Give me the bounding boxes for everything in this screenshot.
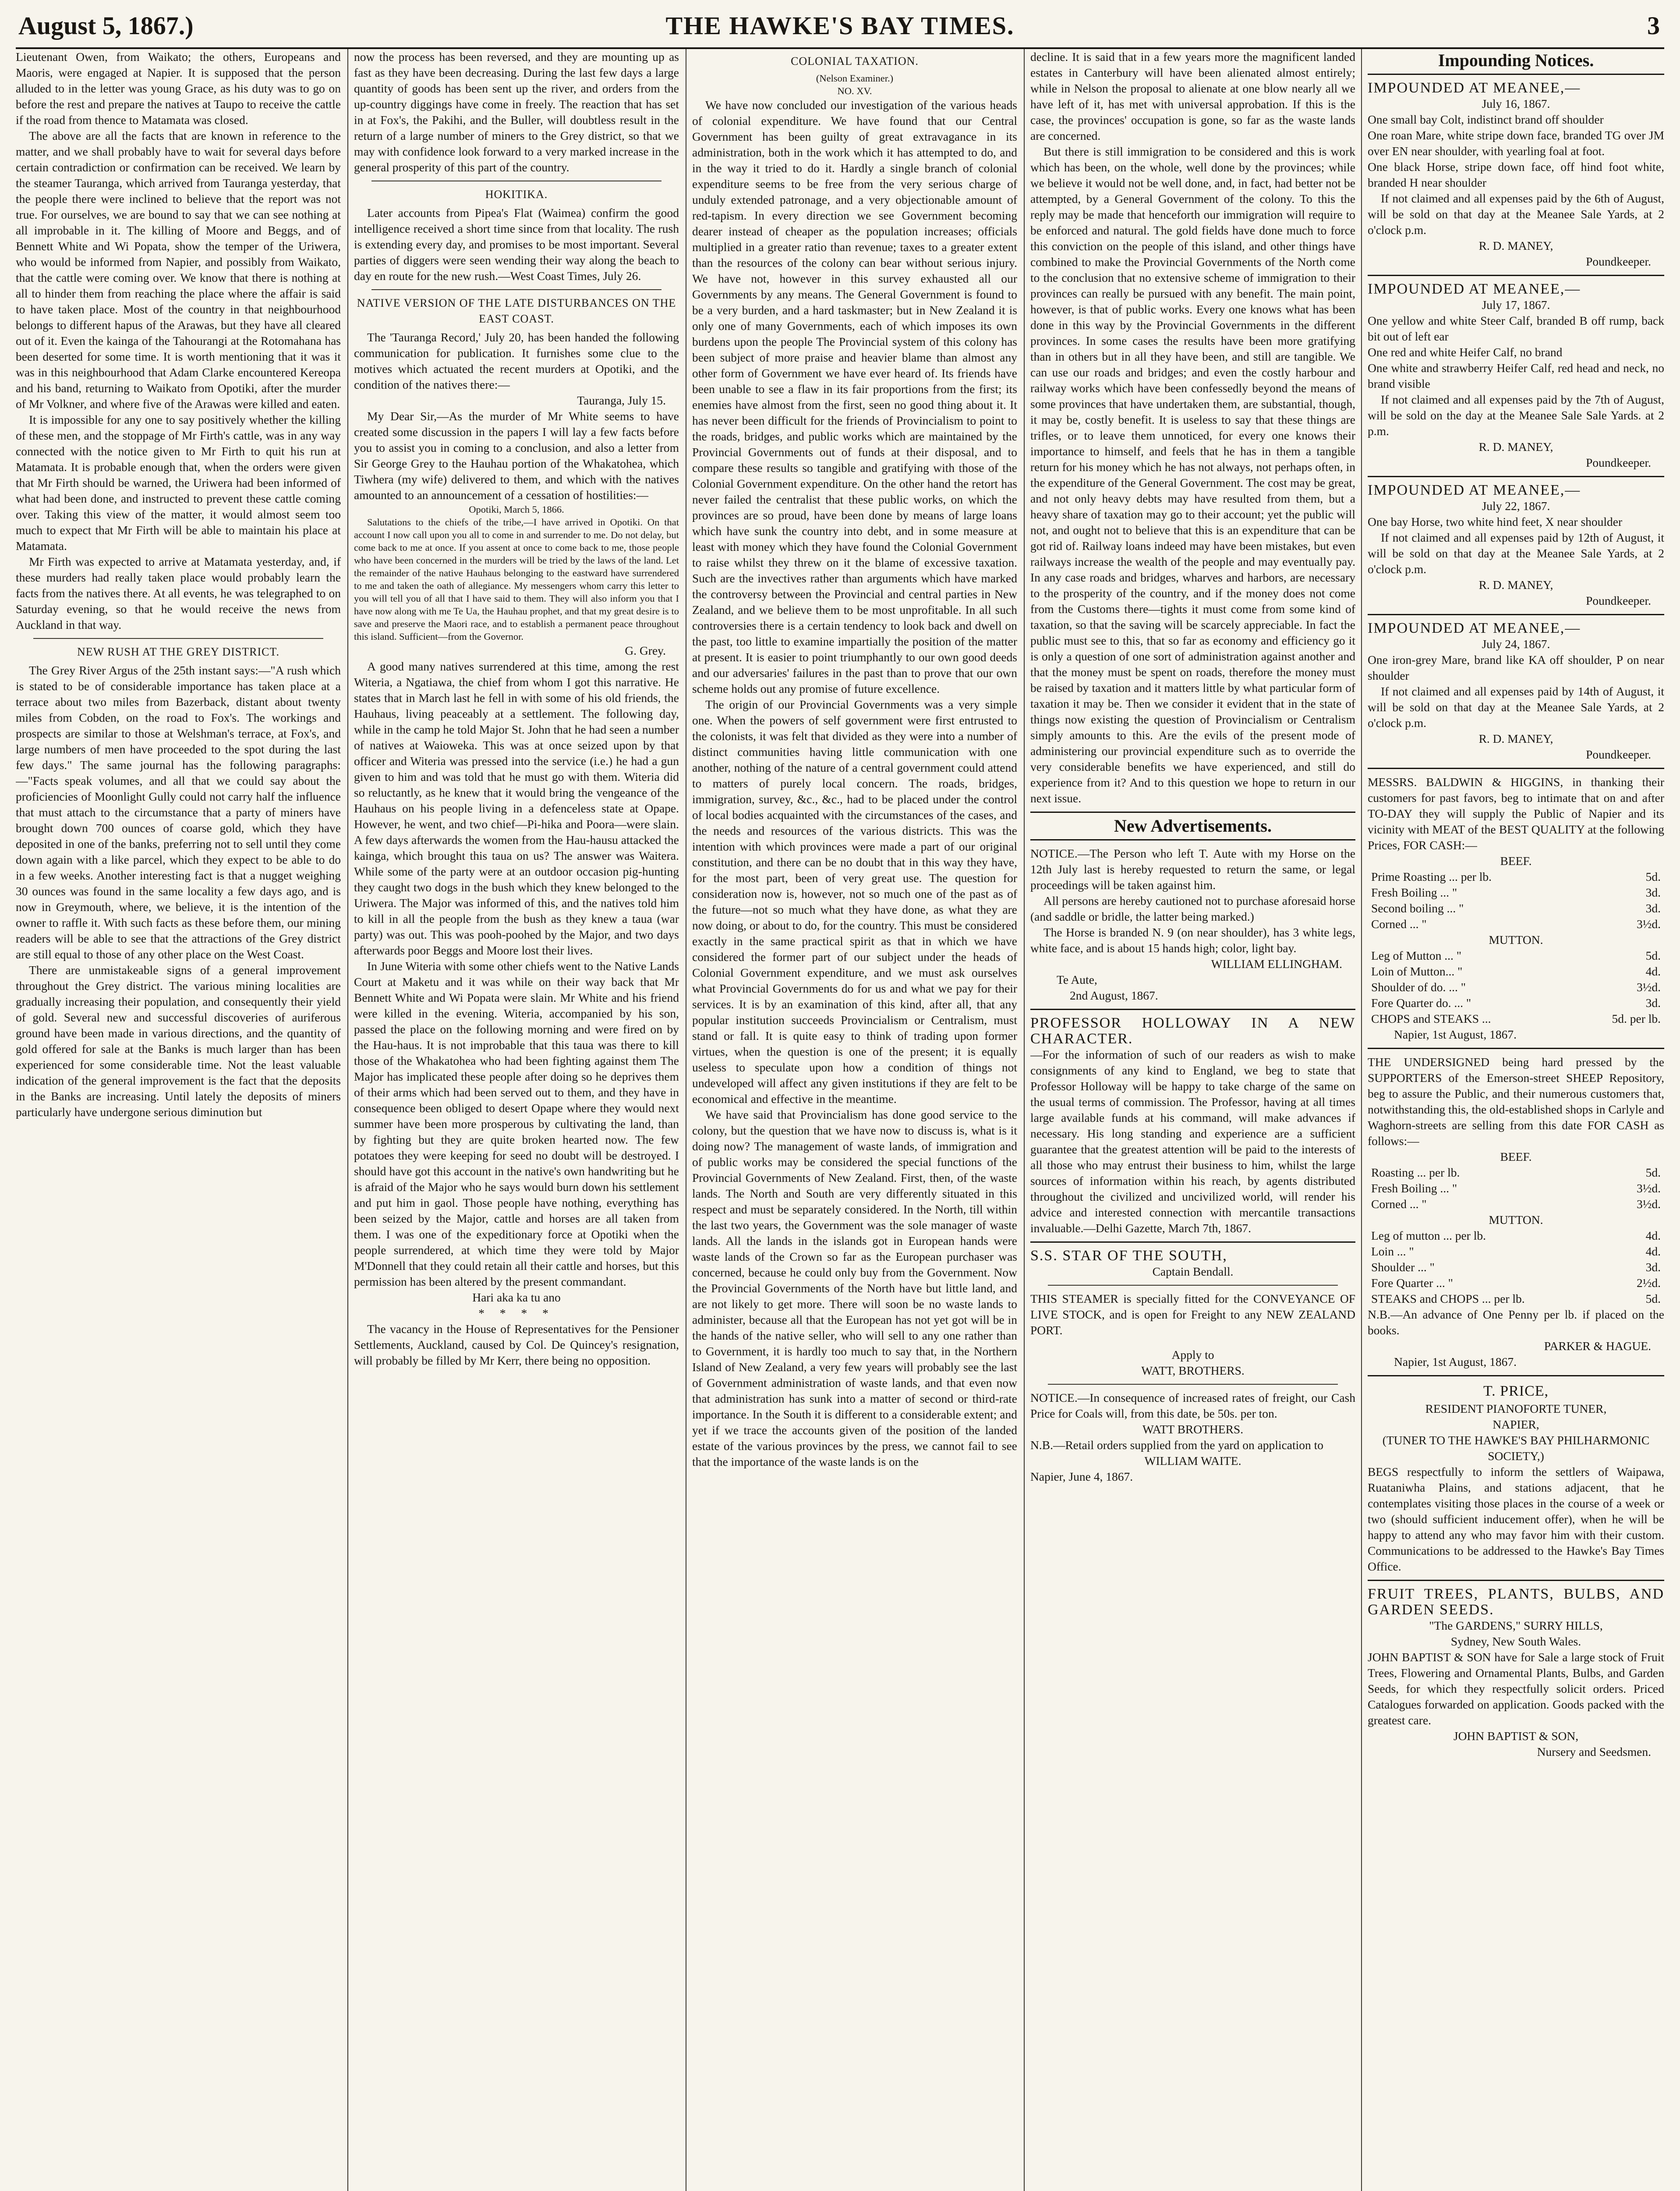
- letter-place: Tauranga, July 15.: [577, 394, 666, 407]
- impound-item: One bay Horse, two white hind feet, X near shoulder: [1368, 515, 1623, 528]
- divider: [1368, 614, 1664, 615]
- apply-to: Apply to: [1171, 1348, 1214, 1361]
- price-value: 2½d.: [1637, 1276, 1661, 1290]
- notice-text: All persons are hereby cautioned not to purchase aforesaid horse (and saddle or bridle, the latter being marked.): [1030, 894, 1355, 923]
- impound-item: One red and white Heifer Calf, no brand: [1368, 345, 1563, 359]
- article-paragraph: Lieutenant Owen, from Waikato; the others, Europeans and Maoris, were engaged at Napier. It is supposed that the person alluded to in the letter was young Grace, as his duty was to go on before the rest and prepare the natives at Taupo to receive the cattle if the road from thence to Matamata was closed.: [16, 50, 341, 127]
- price-value: 4d.: [1645, 964, 1661, 978]
- article-paragraph: We have now concluded our investigation of the various heads of colonial expenditure. We have found that our Central Government has been guilty of great extravagance in its administration, both in the work which it has attempted to do, and in the way it tried to do it. Hardly a single branch of colonial expenditure seems to be free from the very serious charge of unduly extended patronage, and a very objectionable amount of red-tapism. In every direction we see Government becoming dearer instead of cheaper as the population increases; officials multiplied in a greater ratio than revenue; taxes to a greater extent than the resources of the colony can bear without serious injury. We have not, however in this survey exhausted all our Governments by any means. The General Government is found to be a very burden, and a hard taskmaster; but in New Zealand it is only one of many Governments, each of which imposes its own burdens upon the people The Provincial system of this colony has been subject of more praise and heavier blame than almost any other form of Government we have ever heard of. Its friends have been unable to see a flaw in its fair proportions from the first; its enemies have almost from the first, seen no good thing about it. It has never been difficult for the friends of Provincialism to point to the roads, bridges, and public works which are maintained by the Provincial Governments out of funds at their disposal, and to compare these results so tangible and gratifying with those of the Colonial Government expenditure. On the other hand the retort has never failed the centralist that these public works, on which the provinces are so proud, have been done by means of large loans which have sunk the country into debt, and in some measure at least with money which they have found the Colonial Government to raise whilst they threw on it the blame of excessive taxation. Such are the invectives rather than arguments which have marked the controversy between the Provincial and central parties in New Zealand, and we believe them to be most unprofitable. In all such controversies there is a certain tendency to look back and dwell on the past, too little to examine impartially the position of the matter at present. It is easier to point triumphantly to our own good deeds and our adversaries' failures in the past than to prove that our own scheme holds out any promise of future excellence.: [692, 98, 1017, 695]
- article-paragraph: Mr Firth was expected to arrive at Matamata yesterday, and, if these murders had really taken place would probably learn the facts from the natives there. At all events, he was telegraphed to on Saturday evening, so that he would receive the news from Auckland in that way.: [16, 555, 341, 631]
- divider: [1368, 1580, 1664, 1581]
- price-item: Corned ... ": [1371, 1197, 1427, 1211]
- price-value: 3½d.: [1637, 980, 1661, 994]
- impound-title: IMPOUNDED AT MEANEE,—: [1368, 80, 1581, 96]
- poundkeeper-title: Poundkeeper.: [1586, 255, 1651, 268]
- notice-place: Te Aute,: [1057, 973, 1097, 986]
- article-paragraph: The 'Tauranga Record,' July 20, has been handed the following communication for publication. It furnishes some clue to the motives which actuated the recent murders at Opotiki, and the condition of the natives there:—: [354, 330, 679, 391]
- impound-date: July 17, 1867.: [1482, 298, 1550, 312]
- letter-quote: Salutations to the chiefs of the tribe,—I have arrived in Opotiki. On that account I now call upon you all to come in and surrender to me. Do not delay, but come back to me at once. If you assent at once to come back to me, those people who have been concerned in the murders will be tried by the laws of the land. Let the remainder of the native Hauhaus belonging to the eastward have surrendered to me and taken the oath of allegiance. My messengers whom carry this letter to you will tell you of all that I have said to them. They will also inform you that I have now along with me Te Ua, the Hauhau prophet, and that my great desire is to save and preserve the Maori race, and to establish a permanent peace throughout this island. Sufficient—from the Governor.: [354, 517, 679, 642]
- divider: [1368, 275, 1664, 276]
- article-paragraph: Later accounts from Pipea's Flat (Waimea) confirm the good intelligence received a short time since from that locality. The rush is extending every day, and promises to be most important. Several parties of diggers were seen wending their way along the beach to day en route for the new rush.—West Coast Times, July 26.: [354, 206, 679, 283]
- impound-terms: If not claimed and all expenses paid by the 7th of August, will be sold on the day at the Meanee Sale Sale Yards. at 2 p.m.: [1368, 393, 1664, 438]
- price-item: STEAKS and CHOPS ... per lb.: [1371, 1292, 1525, 1305]
- price-item: Fresh Boiling ... ": [1371, 1181, 1457, 1195]
- price-place: NAPIER,: [1493, 1418, 1539, 1431]
- article-heading: NATIVE VERSION OF THE LATE DISTURBANCES ON THE EAST COAST.: [357, 297, 676, 325]
- ship-heading: S.S. STAR OF THE SOUTH,: [1030, 1248, 1227, 1264]
- column-1: [16, 49, 341, 2191]
- article-paragraph: The vacancy in the House of Representatives for the Pensioner Settlements, Auckland, caused by Col. De Quincey's resignation, will probably be filled by Mr Kerr, there being no opposition.: [354, 1322, 679, 1367]
- mutton-price-list: [1368, 948, 1664, 1027]
- price-item: Loin of Mutton... ": [1371, 964, 1463, 978]
- article-heading: COLONIAL TAXATION.: [791, 55, 919, 67]
- price-row: [1368, 1181, 1664, 1196]
- price-row: [1368, 885, 1664, 901]
- price-value: 3d.: [1645, 901, 1661, 915]
- article-paragraph: now the process has been reversed, and they are mounting up as fast as they have been decreasing. During the last few days a large quantity of goods has been sent up the river, and orders from the up-country diggings have come in freely. The reaction that has set in at Fox's, the Pakihi, and the Buller, will doubtless result in the return of a large number of miners to the Grey district, so that we may with confidence look forward to a very marked increase in the general prosperity of this part of the country.: [354, 50, 679, 174]
- poundkeeper-title: Poundkeeper.: [1586, 748, 1651, 761]
- divider: [1030, 812, 1355, 813]
- undersigned-notice: THE UNDERSIGNED being hard pressed by the SUPPORTERS of the Emerson-street SHEEP Repository, beg to assure the Public, and their numerous customers that, notwithstanding this, the old-established shops in Carlyle and Waghorn-streets are selling from this date FOR CASH as follows:—: [1368, 1055, 1664, 1148]
- impound-item: One small bay Colt, indistinct brand off shoulder: [1368, 113, 1604, 126]
- price-item: Roasting ... per lb.: [1371, 1166, 1460, 1179]
- section-stars: * * * *: [478, 1306, 555, 1320]
- price-value: 3½d.: [1637, 917, 1661, 931]
- impound-title: IMPOUNDED AT MEANEE,—: [1368, 281, 1581, 297]
- article-paragraph: A good many natives surrendered at this time, among the rest Witeria, a Ngatiawa, the chief from whom I got this narrative. He states that in March last he fell in with some of his old friends, the Hauhaus, living peaceably at a settlement. The following day, while in the camp he told Major St. John that he had seen a number of natives at Waioweka. This was at once seized upon by that officer and Witeria was pressed into the service (i.e.) he had a gun given to him and was told that he must go with them. Witeria did so reluctantly, as he knew that it would bring the vengeance of the Hauhaus on his people living in a defenceless state at Opape. However, he went, and two chief—Pi-hika and Poora—were slain. A few days afterwards the women from the Hau-hausu attacked the kainga, which brought this taua on us? The answer was Waitera. While some of the party were at an outdoor occasion pig-hunting they caught two dogs in the bush which they knew belonged to the Uriwera. The Major was informed of this, and the natives told him to kill in all the people from the bush as they knew a taua (war party) was out. This was pooh-poohed by the Major, and two days afterwards poor Beggs and Moore lost their lives.: [354, 659, 679, 957]
- article-paragraph: In June Witeria with some other chiefs went to the Native Lands Court at Maketu and it was while on their way back that Mr Bennett White and Wi Popata were slain. Mr White and his friend were killed in the evening. Witeria, accompanied by his son, passed the place on the following morning and were fired on by the Hau-haus. It is not improbable that this taua was there to kill those of the Whakatohea who had been fighting against them The Major has implicated these people after doing so he deprives them of their arms which had been served out to them, and they have in consequence been obliged to desert Opape where they would next summer have been more prosperous by cultivating the land, than by fighting but they are quite broken hearted now. The few potatoes they were keeping for seed no doubt will be destroyed. I should have got this account in the native's own handwriting but he is afraid of the Major who he says would burn down his settlement and put him in gaol. Those people have nothing, everything has been seized by the Major, cattle and horses are all taken from them. I was one of the expeditionary force at Opotiki when the people surrendered, at which time they were told by Major M'Donnell that they could retain all their cattle and horses, but this permission has been altered by the present commandant.: [354, 959, 679, 1288]
- impound-item: One roan Mare, white stripe down face, branded TG over JM over EN near shoulder, with yearling foal at foot.: [1368, 128, 1664, 158]
- column-2: [354, 49, 679, 2191]
- column-5: [1368, 49, 1664, 2191]
- divider: [1368, 768, 1664, 769]
- price-category: BEEF.: [1500, 854, 1532, 868]
- divider: [33, 638, 323, 639]
- price-row: [1368, 901, 1664, 916]
- advance-note: N.B.—An advance of One Penny per lb. if placed on the books.: [1368, 1308, 1664, 1337]
- letter-signature: G. Grey.: [625, 644, 666, 657]
- price-value: 5d.: [1645, 1166, 1661, 1179]
- price-value: 5d.: [1645, 1292, 1661, 1305]
- impound-title: IMPOUNDED AT MEANEE,—: [1368, 482, 1581, 498]
- watt-brothers: WATT, BROTHERS.: [1141, 1364, 1245, 1377]
- poundkeeper-name: R. D. MANEY,: [1478, 578, 1553, 592]
- price-item: Fore Quarter do. ... ": [1371, 996, 1471, 1010]
- price-item: Corned ... ": [1371, 917, 1427, 931]
- article-paragraph: The origin of our Provincial Governments was a very simple one. When the powers of self government were first entrusted to the colonists, it was felt that divided as they were into a number of distinct communities having little communication with one another, nothing of the nature of a central government could attend to matters of purely local concern. The roads, bridges, immigration, survey, &c., &c., had to be placed under the control of local bodies acquainted with the circumstances of the cases, and the needs and resources of the various districts. This was the intention with which provinces were made a part of our original constitution, and there can be no doubt that in this way they have, for the most part, been of very great use. The question for consideration now is, however, not so much one of the past as of the future—not so much what they have done, as what they are now doing, or about to do, for the country. This must be considered exactly in the same practical spirit as that in which we have considered the former part of our subject under the heads of Colonial Government expenditure, and we must ask ourselves what Provincial Governments do for us and what we pay for their services. It is by an examination of this kind, after all, that any popular institution succeeds Provincialism or Centralism, must stand or fall. It is quite easy to think of trading upon former virtues, when the question is one of the present; it is equally useless to speculate upon how a condition of things not undeveloped will affect any given institutions if they are felt to be economical and effective in the meantime.: [692, 698, 1017, 1106]
- new-advertisements-heading: New Advertisements.: [1114, 816, 1272, 836]
- divider: [1368, 1375, 1664, 1376]
- fruit-subheading: "The GARDENS," SURRY HILLS,: [1429, 1619, 1603, 1632]
- beef-price-list: [1368, 869, 1664, 932]
- impound-terms: If not claimed and all expenses paid by 14th of August, it will be sold on that day at the Meanee Sale Yards, at 2 o'clock p.m.: [1368, 684, 1664, 730]
- mutton-price-list: [1368, 1228, 1664, 1291]
- price-row: [1368, 964, 1664, 979]
- price-value: 5d. per lb.: [1612, 1012, 1661, 1025]
- poundkeeper-name: R. D. MANEY,: [1478, 239, 1553, 252]
- article-paragraph: The above are all the facts that are known in reference to the matter, and we shall probably have to wait for several days before certain contradiction or confirmation can be received. We learn by the steamer Tauranga, which arrived from Tauranga yesterday, that the people there were inclined to believe that the report was not true. For ourselves, we are bound to say that we can see nothing at all improbable in it. The killing of Moore and Beggs, and of Bennett White and Wi Popata, show the temper of the Uriwera, who would be informed from Napier, and possibly from Waikato, that the cattle were coming over. We know that there is nothing at all to hinder them from reaching the place where the affair is said to have taken place. Most of the country in that neighbourhood belongs to different hapus of the Arawas, but they have all cleared out of it. Even the kainga of the Tahourangi at the Rotomahana has been deserted for some time. It is worth mentioning that it was it was in this neighbourhood that Adam Clarke encountered Kereopa and his band, returning to Waikato from Opotiki, after the murder of Mr Volkner, and where five of the Arawas were killed and eaten.: [16, 129, 341, 411]
- price-value: 3d.: [1645, 1260, 1661, 1274]
- price-row: [1368, 995, 1664, 1011]
- price-row: [1368, 1291, 1664, 1307]
- divider: [1048, 1285, 1338, 1286]
- price-value: 4d.: [1645, 1229, 1661, 1242]
- holloway-text: —For the information of such of our readers as wish to make consignments of any kind to England, we beg to state that Professor Holloway will be happy to take charge of the same on the usual terms of commission. The Professor, having at all times large available funds at his command, will make advances if necessary. His long standing and experience are a sufficient guarantee that the greatest attention will be paid to the interests of all those who may entrust their business to him, whilst the large sources of information within his reach, by agents distributed throughout the civilized and uncivilized world, will render his advice and interested connection with mercantile transactions invaluable.—Delhi Gazette, March 7th, 1867.: [1030, 1048, 1355, 1235]
- poundkeeper-title: Poundkeeper.: [1586, 456, 1651, 469]
- column-rule: [1361, 49, 1362, 2191]
- article-paragraph: decline. It is said that in a few years more the magnificent landed estates in Canterbury will have been alienated almost entirely; while in Nelson the proposal to alienate at one blow nearly all we have left of it, has met with universal approbation. If this is the case, the provinces' occupation is gone, so far as the waste lands are concerned.: [1030, 50, 1355, 142]
- newspaper-title: THE HAWKE'S BAY TIMES.: [665, 11, 1015, 40]
- notice-date: Napier, June 4, 1867.: [1030, 1470, 1133, 1483]
- notice-text: NOTICE.—In consequence of increased rates of freight, our Cash Price for Coals will, from this date, be 50s. per ton.: [1030, 1391, 1355, 1420]
- price-row: [1368, 1275, 1664, 1291]
- price-row: [1368, 1244, 1664, 1259]
- beef-price-list: [1368, 1165, 1664, 1212]
- price-row: [1368, 1196, 1664, 1212]
- impounding-heading: Impounding Notices.: [1438, 50, 1594, 70]
- price-item: Fore Quarter ... ": [1371, 1276, 1453, 1290]
- notice-signature: WILLIAM WAITE.: [1144, 1454, 1241, 1468]
- notice-text: N.B.—Retail orders supplied from the yard on application to: [1030, 1438, 1324, 1452]
- article-source: (Nelson Examiner.): [816, 73, 894, 84]
- price-row: [1368, 1228, 1664, 1244]
- price-value: 3½d.: [1637, 1181, 1661, 1195]
- article-paragraph: There are unmistakeable signs of a general improvement throughout the Grey district. The various mining localities are gradually increasing their population, and consequently their yield of gold. Several new and successful discoveries of auriferous ground have been made in various directions, and the quantity of gold offered for sale at the Banks is much larger than has been experienced for some considerable time. Not the least valuable indication of the general improvement is the fact that the deposits in the Banks are increasing. Until lately the deposits of miners particularly have undergone serious diminution but: [16, 963, 341, 1119]
- impound-date: July 24, 1867.: [1482, 637, 1550, 651]
- impound-title: IMPOUNDED AT MEANEE,—: [1368, 620, 1581, 636]
- impound-item: One iron-grey Mare, brand like KA off shoulder, P on near shoulder: [1368, 653, 1664, 682]
- divider: [371, 289, 661, 290]
- impound-terms: If not claimed and all expenses paid by the 6th of August, will be sold on that day at the Meanee Sale Yards, at 2 o'clock p.m.: [1368, 191, 1664, 237]
- price-item: Leg of Mutton ... ": [1371, 949, 1461, 962]
- divider: [1030, 1009, 1355, 1010]
- fruit-place: Sydney, New South Wales.: [1450, 1634, 1581, 1648]
- fruit-signature-sub: Nursery and Seedsmen.: [1537, 1745, 1651, 1758]
- fruit-heading: FRUIT TREES, PLANTS, BULBS, AND GARDEN SEEDS.: [1368, 1586, 1664, 1618]
- price-heading: T. PRICE,: [1483, 1383, 1549, 1399]
- price-row: [1368, 1165, 1664, 1181]
- divider: [1368, 476, 1664, 477]
- article-paragraph: But there is still immigration to be considered and this is work which has been, on the whole, well done by the provinces; while we believe it would not be well done, and, in fact, had better not be attempted, by a General Government of the colony. To this the reply may be made that henceforth our immigration will require to be enforced and natural. The gold fields have done much to force this conviction on the people of this island, and other things have combined to make the Provincial Governments of the North come to the conclusion that no extensive scheme of immigration to their provinces can really be pursued with any benefit. The main point, however, is that of public works. Every one knows what has been done in this way by the Provincial Governments in the different provinces. In some cases the results have been more gratifying than in others but in all they have been, and still are tangible. We can use our roads and bridges; and even the costly harbour and railway works which have been confessedly beyond the means of some provinces that have undertaken them, are substantial, though, it may be, costly benefit. It is useless to say that these things are trifles, or to leave them unnoticed, for every one knows their importance to himself, and feels that he has in them a tangible return for his money which he has not always, not perhaps often, in the expenditure of the General Government. The cost may be great, and not only heavy debts may have resulted from them, but a heavy share of taxation may go to their account; yet the public will not, and ought not to believe that this is an expenditure that can be got rid of. Railway loans indeed may have been mistakes, but even railways increase the wealth of the people and may eventually pay. In any case roads and bridges, wharves and harbors, are necessary to the prosperity of the country, and if the money does not come from the Customs there—tights it must come from some kind of taxation, so that the saving will be scarcely appreciable. In fact the public must see to this, that so far as economy and efficiency go it is only a question of one sort of administration against another and that the money must be spent on roads, therefore the money must be raised by taxation and it matters little by what particular form of taxation it may be. Then we consider it evident that in the state of things now existing the question of Provincialism or Centralism simply amounts to this. Are the evils of the present mode of administering our provincial expenditure such as to override the very considerable benefits we have experienced, and still do experience from it? And to this question we hope to return in our next issue.: [1030, 145, 1355, 805]
- ship-text: THIS STEAMER is specially fitted for the CONVEYANCE OF LIVE STOCK, and is open for Freight to any NEW ZEALAND PORT.: [1030, 1292, 1355, 1337]
- poundkeeper-title: Poundkeeper.: [1586, 594, 1651, 607]
- price-row: [1368, 979, 1664, 995]
- masthead: [16, 9, 1664, 49]
- price-subheading: RESIDENT PIANOFORTE TUNER,: [1425, 1402, 1607, 1415]
- watt-brothers: WATT BROTHERS.: [1142, 1422, 1244, 1436]
- divider: [1030, 1241, 1355, 1243]
- baldwin-intro: MESSRS. BALDWIN & HIGGINS, in thanking their customers for past favors, beg to intimate that on and after TO-DAY they will supply the Public of Napier and its vicinity with MEAT of the BEST QUALITY at the following Prices, FOR CASH:—: [1368, 775, 1664, 852]
- poundkeeper-name: R. D. MANEY,: [1478, 732, 1553, 745]
- column-4: [1030, 49, 1355, 2191]
- price-category: BEEF.: [1500, 1150, 1532, 1163]
- article-heading: NEW RUSH AT THE GREY DISTRICT.: [77, 645, 279, 658]
- article-paragraph: We have said that Provincialism has done good service to the colony, but the question that we have now to discuss is, what is it doing now? The management of waste lands, of immigration and of public works may be considered the special functions of the Provincial Governments of New Zealand. First, then, of the waste lands. The North and South are very differently situated in this respect and must be separately considered. In the North, till within the last two years, the Government was the sole manager of waste lands. All the lands in the islands got in European hands were waste lands of the Crown so far as the European purchaser was concerned, because he could only buy from the Government. Now the Provincial Governments of the North have but little land, and are not likely to get more. There will soon be no waste lands to administer, because all that the European has not yet got will be in the hands of the native seller, who will sell to any one rather than to Government, it is hardly too much to say that, in the Northern Island of New Zealand, a very few years will probably see the last of Government administration of waste lands, and that even now that administration has sunk into a matter of second or third-rate importance. In the South it is different to a considerable extent; and yet if we trace the accounts given of the position of the landed estate of the various provinces by the press, we cannot fail to see that the importance of the waste lands is on the: [692, 1108, 1017, 1468]
- baldwin-date: Napier, 1st August, 1867.: [1394, 1028, 1517, 1041]
- column-rule: [347, 49, 348, 2191]
- price-value: 3d.: [1645, 996, 1661, 1010]
- notice-date: 2nd August, 1867.: [1070, 989, 1158, 1002]
- divider: [1030, 839, 1355, 840]
- price-item: Shoulder ... ": [1371, 1260, 1435, 1274]
- article-heading: HOKITIKA.: [485, 188, 548, 201]
- poundkeeper-name: R. D. MANEY,: [1478, 440, 1553, 454]
- article-paragraph: The Grey River Argus of the 25th instant says:—"A rush which is stated to be of considerable importance has taken place at a terrace about two miles from Bazerback, distant about twenty miles from Cobden, on the road to Fox's. The workings and prospects are similar to those at Welshman's terrace, at Fox's, and large numbers of men have proceeded to the spot during the last few days." The same journal has the following paragraphs:—"Facts speak volumes, and all that we could say about the proficiencies of Moonlight Gully could not carry half the influence that must attach to the circumstance that a party of miners have brought down 700 ounces of coarse gold, which they have deposited in one of the banks, preferring not to sell until they come down again with a like parcel, which they expect to be able to do in a few weeks. Another interesting fact is that a nugget weighing 30 ounces was found in the same locality a few days ago, and is now in Greymouth, where, we believe, it is the intention of the owner to raffle it. With such facts as these before them, our mining readers will be able to see that the attractions of the Grey district are still equal to those of any other place on the West Coast.: [16, 663, 341, 961]
- impound-terms: If not claimed and all expenses paid by 12th of August, it will be sold on that day at the Meanee Sale Yards, at 2 o'clock p.m.: [1368, 531, 1664, 576]
- article-number: NO. XV.: [837, 85, 872, 96]
- column-3: [692, 49, 1017, 2191]
- fruit-signature: JOHN BAPTIST & SON,: [1453, 1729, 1579, 1743]
- price-value: 3d.: [1645, 886, 1661, 899]
- price-item: Prime Roasting ... per lb.: [1371, 870, 1492, 883]
- price-item: Second boiling ... ": [1371, 901, 1464, 915]
- impound-item: One white and strawberry Heifer Calf, red head and neck, no brand visible: [1368, 361, 1664, 390]
- price-value: 4d.: [1645, 1244, 1661, 1258]
- column-rule: [1024, 49, 1025, 2191]
- price-society: (TUNER TO THE HAWKE'S BAY PHILHARMONIC SOCIETY,): [1382, 1433, 1650, 1463]
- impound-date: July 22, 1867.: [1482, 499, 1550, 513]
- price-value: 5d.: [1645, 870, 1661, 883]
- issue-date: August 5, 1867.): [18, 11, 194, 40]
- columns: [16, 49, 1664, 2191]
- price-category: MUTTON.: [1489, 1213, 1543, 1227]
- price-row: [1368, 916, 1664, 932]
- parker-hague: PARKER & HAGUE.: [1544, 1339, 1651, 1353]
- article-paragraph: My Dear Sir,—As the murder of Mr White seems to have created some discussion in the papers I will lay a few facts before you to assist you in coming to a conclusion, and also a letter from Sir George Grey to the Hauhau portion of the Whakatohea, which Tiwhera (my wife) delivered to them, and which with the natives amounted to an announcement of a cessation of hostilities:—: [354, 409, 679, 502]
- fruit-text: JOHN BAPTIST & SON have for Sale a large stock of Fruit Trees, Flowering and Ornamental Plants, Bulbs, and Garden Seeds, for which they respectfully solicit orders. Priced Catalogues forwarded on application. Goods packed with the greatest care.: [1368, 1650, 1664, 1727]
- divider: [1048, 1384, 1338, 1385]
- price-item: Fresh Boiling ... ": [1371, 886, 1457, 899]
- impound-date: July 16, 1867.: [1482, 97, 1550, 110]
- notice-text: The Horse is branded N. 9 (on near shoulder), has 3 white legs, white face, and is about 15 hands high; color, light bay.: [1030, 925, 1355, 955]
- price-value: 3½d.: [1637, 1197, 1661, 1211]
- divider: [1368, 74, 1664, 75]
- price-row: [1368, 948, 1664, 964]
- letter-place: Opotiki, March 5, 1866.: [469, 504, 564, 515]
- price-value: 5d.: [1645, 949, 1661, 962]
- impound-item: One black Horse, stripe down face, off hind foot white, branded H near shoulder: [1368, 160, 1664, 189]
- article-paragraph: It is impossible for any one to say positively whether the killing of these men, and the stoppage of Mr Firth's cattle, was in any way connected with the notice given to Mr Firth to quit his run at Matamata. It is probable enough that, when the orders were given that Mr Firth should be warned, the Uriwera had been informed of what had been done, and instructed to prevent these cattle coming over. Taking this view of the matter, it would almost seem too much to expect that Mr Firth will be able to maintain his place at Matamata.: [16, 413, 341, 553]
- price-category: MUTTON.: [1489, 933, 1543, 947]
- notice-text: NOTICE.—The Person who left T. Aute with my Horse on the 12th July last is hereby requested to return the same, or legal proceedings will be taken against him.: [1030, 847, 1355, 892]
- page-number: 3: [1647, 11, 1660, 40]
- ship-captain: Captain Bendall.: [1152, 1265, 1234, 1278]
- price-row: [1368, 1259, 1664, 1275]
- price-item: Shoulder of do. ... ": [1371, 980, 1466, 994]
- price-row: [1368, 1011, 1664, 1027]
- divider: [1368, 1048, 1664, 1049]
- price-row: [1368, 869, 1664, 885]
- price-item: Leg of mutton ... per lb.: [1371, 1229, 1486, 1242]
- notice-signature: WILLIAM ELLINGHAM.: [1211, 957, 1342, 971]
- price-item: Loin ... ": [1371, 1244, 1414, 1258]
- holloway-heading: PROFESSOR HOLLOWAY IN A NEW CHARACTER.: [1030, 1015, 1355, 1047]
- price-text: BEGS respectfully to inform the settlers of Waipawa, Ruataniwha Plains, and stations adjacent, that he contemplates visiting those places in the course of a week or two (should sufficient inducement offer), when he will be happy to attend any who may favor him with their custom. Communications to be addressed to the Hawke's Bay Times Office.: [1368, 1465, 1664, 1573]
- maori-line: Hari aka ka tu ano: [472, 1290, 561, 1304]
- parker-date: Napier, 1st August, 1867.: [1394, 1355, 1517, 1368]
- impound-item: One yellow and white Steer Calf, branded B off rump, back bit out of left ear: [1368, 314, 1664, 343]
- price-item: CHOPS and STEAKS ...: [1371, 1012, 1491, 1025]
